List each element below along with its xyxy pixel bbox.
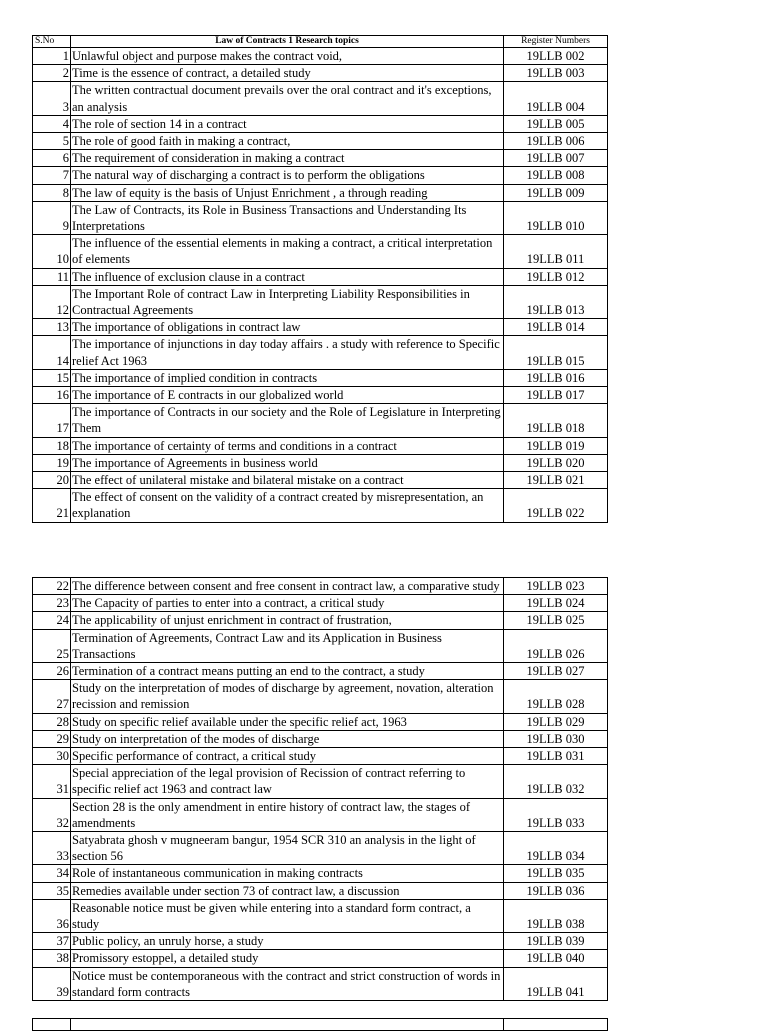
research-topic: Study on interpretation of the modes of discharge <box>71 730 504 747</box>
table-row <box>33 437 608 454</box>
table-row <box>33 454 608 471</box>
research-topic: Termination of Agreements, Contract Law and its Application in Business Transactions <box>71 629 504 662</box>
row-number: 32 <box>33 798 71 831</box>
research-topics-table-part-3-cut-off <box>32 1018 608 1031</box>
table-row <box>33 82 608 115</box>
research-topic: Notice must be contemporaneous with the contract and strict construction of words in standard form contracts <box>71 967 504 1000</box>
table-row <box>33 387 608 404</box>
research-topic: Section 28 is the only amendment in entire history of contract law, the stages of amendments <box>71 798 504 831</box>
table-row <box>33 150 608 167</box>
research-topic: The importance of Contracts in our society and the Role of Legislature in Interpreting Them <box>71 404 504 437</box>
register-number: 19LLB 041 <box>504 967 608 1000</box>
row-number: 11 <box>33 268 71 285</box>
research-topic: The importance of E contracts in our globalized world <box>71 387 504 404</box>
row-number: 30 <box>33 748 71 765</box>
research-topic: The importance of injunctions in day today affairs . a study with reference to Specific relief Act 1963 <box>71 336 504 369</box>
row-number: 18 <box>33 437 71 454</box>
research-topic: The role of good faith in making a contract, <box>71 133 504 150</box>
row-number: 10 <box>33 235 71 268</box>
row-number: 27 <box>33 680 71 713</box>
row-number: 19 <box>33 454 71 471</box>
register-number: 19LLB 031 <box>504 748 608 765</box>
research-topic: The Law of Contracts, its Role in Business Transactions and Understanding Its Interpretations <box>71 201 504 234</box>
research-topic: Time is the essence of contract, a detailed study <box>71 65 504 82</box>
register-number: 19LLB 010 <box>504 201 608 234</box>
table-body-part-2 <box>33 578 608 1001</box>
register-number: 19LLB 040 <box>504 950 608 967</box>
research-topic: The influence of exclusion clause in a contract <box>71 268 504 285</box>
table-row <box>33 1019 608 1031</box>
research-topic: The importance of implied condition in contracts <box>71 369 504 386</box>
register-number: 19LLB 011 <box>504 235 608 268</box>
row-number: 21 <box>33 489 71 522</box>
row-number: 37 <box>33 933 71 950</box>
research-topic: Unlawful object and purpose makes the contract void, <box>71 48 504 65</box>
register-number: 19LLB 008 <box>504 167 608 184</box>
table-row <box>33 268 608 285</box>
row-number: 25 <box>33 629 71 662</box>
table-row <box>33 730 608 747</box>
register-number: 19LLB 030 <box>504 730 608 747</box>
row-number: 17 <box>33 404 71 437</box>
register-number: 19LLB 003 <box>504 65 608 82</box>
table-row <box>33 798 608 831</box>
research-topic: Public policy, an unruly horse, a study <box>71 933 504 950</box>
register-number: 19LLB 025 <box>504 612 608 629</box>
table-row <box>33 336 608 369</box>
register-number: 19LLB 004 <box>504 82 608 115</box>
research-topic: The importance of Agreements in business world <box>71 454 504 471</box>
register-number: 19LLB 033 <box>504 798 608 831</box>
table-header-row <box>33 36 608 48</box>
row-number: 33 <box>33 832 71 865</box>
table-row <box>33 133 608 150</box>
register-number: 19LLB 039 <box>504 933 608 950</box>
register-number: 19LLB 019 <box>504 437 608 454</box>
register-number: 19LLB 034 <box>504 832 608 865</box>
research-topic: Promissory estoppel, a detailed study <box>71 950 504 967</box>
row-number: 38 <box>33 950 71 967</box>
row-number: 15 <box>33 369 71 386</box>
row-number: 4 <box>33 115 71 132</box>
register-number: 19LLB 015 <box>504 336 608 369</box>
table-row <box>33 319 608 336</box>
research-topic: The Important Role of contract Law in Interpreting Liability Responsibilities in Contractual Agreements <box>71 285 504 318</box>
row-number: 36 <box>33 899 71 932</box>
research-topic: Satyabrata ghosh v mugneeram bangur, 1954 SCR 310 an analysis in the light of section 56 <box>71 832 504 865</box>
research-topic: The role of section 14 in a contract <box>71 115 504 132</box>
table-row <box>33 578 608 595</box>
research-topic: The difference between consent and free consent in contract law, a comparative study <box>71 578 504 595</box>
table-row <box>33 882 608 899</box>
register-number: 19LLB 012 <box>504 268 608 285</box>
research-topics-table-part-1 <box>32 35 608 523</box>
research-topic: Remedies available under section 73 of contract law, a discussion <box>71 882 504 899</box>
row-number: 7 <box>33 167 71 184</box>
table-row <box>33 235 608 268</box>
table-row <box>33 899 608 932</box>
row-number: 16 <box>33 387 71 404</box>
research-topic: The Capacity of parties to enter into a contract, a critical study <box>71 595 504 612</box>
row-number: 9 <box>33 201 71 234</box>
row-number: 22 <box>33 578 71 595</box>
research-topic: The effect of unilateral mistake and bilateral mistake on a contract <box>71 472 504 489</box>
register-number: 19LLB 021 <box>504 472 608 489</box>
register-number: 19LLB 017 <box>504 387 608 404</box>
table-row <box>33 285 608 318</box>
table-row <box>33 612 608 629</box>
table-row <box>33 184 608 201</box>
register-number: 19LLB 007 <box>504 150 608 167</box>
row-number: 13 <box>33 319 71 336</box>
register-number: 19LLB 018 <box>504 404 608 437</box>
register-number: 19LLB 002 <box>504 48 608 65</box>
register-number: 19LLB 022 <box>504 489 608 522</box>
table-row <box>33 933 608 950</box>
research-topic: Specific performance of contract, a critical study <box>71 748 504 765</box>
research-topic: The importance of obligations in contract law <box>71 319 504 336</box>
research-topic: The applicability of unjust enrichment in contract of frustration, <box>71 612 504 629</box>
research-topic: The natural way of discharging a contract is to perform the obligations <box>71 167 504 184</box>
research-topic: Special appreciation of the legal provision of Recission of contract referring to specific relief act 1963 and contract law <box>71 765 504 798</box>
table-row <box>33 489 608 522</box>
research-topic: Role of instantaneous communication in making contracts <box>71 865 504 882</box>
row-number: 14 <box>33 336 71 369</box>
row-number: 8 <box>33 184 71 201</box>
register-number: 19LLB 036 <box>504 882 608 899</box>
table-row <box>33 472 608 489</box>
row-number: 24 <box>33 612 71 629</box>
research-topic: Study on specific relief available under the specific relief act, 1963 <box>71 713 504 730</box>
table-row <box>33 967 608 1000</box>
table-row <box>33 663 608 680</box>
table-row <box>33 680 608 713</box>
register-number: 19LLB 035 <box>504 865 608 882</box>
research-topic: The importance of certainty of terms and conditions in a contract <box>71 437 504 454</box>
table-row <box>33 865 608 882</box>
register-number: 19LLB 014 <box>504 319 608 336</box>
row-number: 6 <box>33 150 71 167</box>
table-body-part-1 <box>33 48 608 523</box>
table-row <box>33 748 608 765</box>
table-row <box>33 167 608 184</box>
table-row <box>33 369 608 386</box>
register-number: 19LLB 024 <box>504 595 608 612</box>
register-number: 19LLB 013 <box>504 285 608 318</box>
table-row <box>33 115 608 132</box>
row-number: 39 <box>33 967 71 1000</box>
research-topic: The law of equity is the basis of Unjust Enrichment , a through reading <box>71 184 504 201</box>
research-topic: The effect of consent on the validity of a contract created by misrepresentation, an explanation <box>71 489 504 522</box>
register-number: 19LLB 006 <box>504 133 608 150</box>
table-row <box>33 595 608 612</box>
register-number: 19LLB 027 <box>504 663 608 680</box>
topic-header: Law of Contracts 1 Research topics <box>71 36 504 48</box>
research-topic: The written contractual document prevails over the oral contract and it's exceptions, an analysis <box>71 82 504 115</box>
table-row <box>33 950 608 967</box>
row-number: 34 <box>33 865 71 882</box>
row-number: 20 <box>33 472 71 489</box>
table-row <box>33 201 608 234</box>
research-topic: Reasonable notice must be given while entering into a standard form contract, a study <box>71 899 504 932</box>
row-number: 35 <box>33 882 71 899</box>
research-topic: Study on the interpretation of modes of discharge by agreement, novation, alteration recission and remission <box>71 680 504 713</box>
register-number: 19LLB 020 <box>504 454 608 471</box>
register-number: 19LLB 032 <box>504 765 608 798</box>
research-topic: The influence of the essential elements in making a contract, a critical interpretation of elements <box>71 235 504 268</box>
row-number: 26 <box>33 663 71 680</box>
research-topics-table-part-2 <box>32 577 608 1001</box>
table-row <box>33 832 608 865</box>
row-number: 31 <box>33 765 71 798</box>
register-number-header: Register Numbers <box>504 36 608 48</box>
register-number: 19LLB 029 <box>504 713 608 730</box>
register-number: 19LLB 038 <box>504 899 608 932</box>
research-topic: Termination of a contract means putting an end to the contract, a study <box>71 663 504 680</box>
register-number: 19LLB 005 <box>504 115 608 132</box>
register-number: 19LLB 009 <box>504 184 608 201</box>
row-number: 2 <box>33 65 71 82</box>
table-row <box>33 65 608 82</box>
table-row <box>33 713 608 730</box>
table-row <box>33 404 608 437</box>
row-number: 3 <box>33 82 71 115</box>
register-number: 19LLB 026 <box>504 629 608 662</box>
research-topic: The requirement of consideration in making a contract <box>71 150 504 167</box>
table-row <box>33 765 608 798</box>
row-number: 23 <box>33 595 71 612</box>
row-number: 12 <box>33 285 71 318</box>
row-number: 5 <box>33 133 71 150</box>
register-number: 19LLB 028 <box>504 680 608 713</box>
row-number: 29 <box>33 730 71 747</box>
sno-header: S.No <box>33 36 71 48</box>
register-number: 19LLB 016 <box>504 369 608 386</box>
row-number: 1 <box>33 48 71 65</box>
register-number: 19LLB 023 <box>504 578 608 595</box>
row-number: 28 <box>33 713 71 730</box>
table-row <box>33 48 608 65</box>
table-row <box>33 629 608 662</box>
